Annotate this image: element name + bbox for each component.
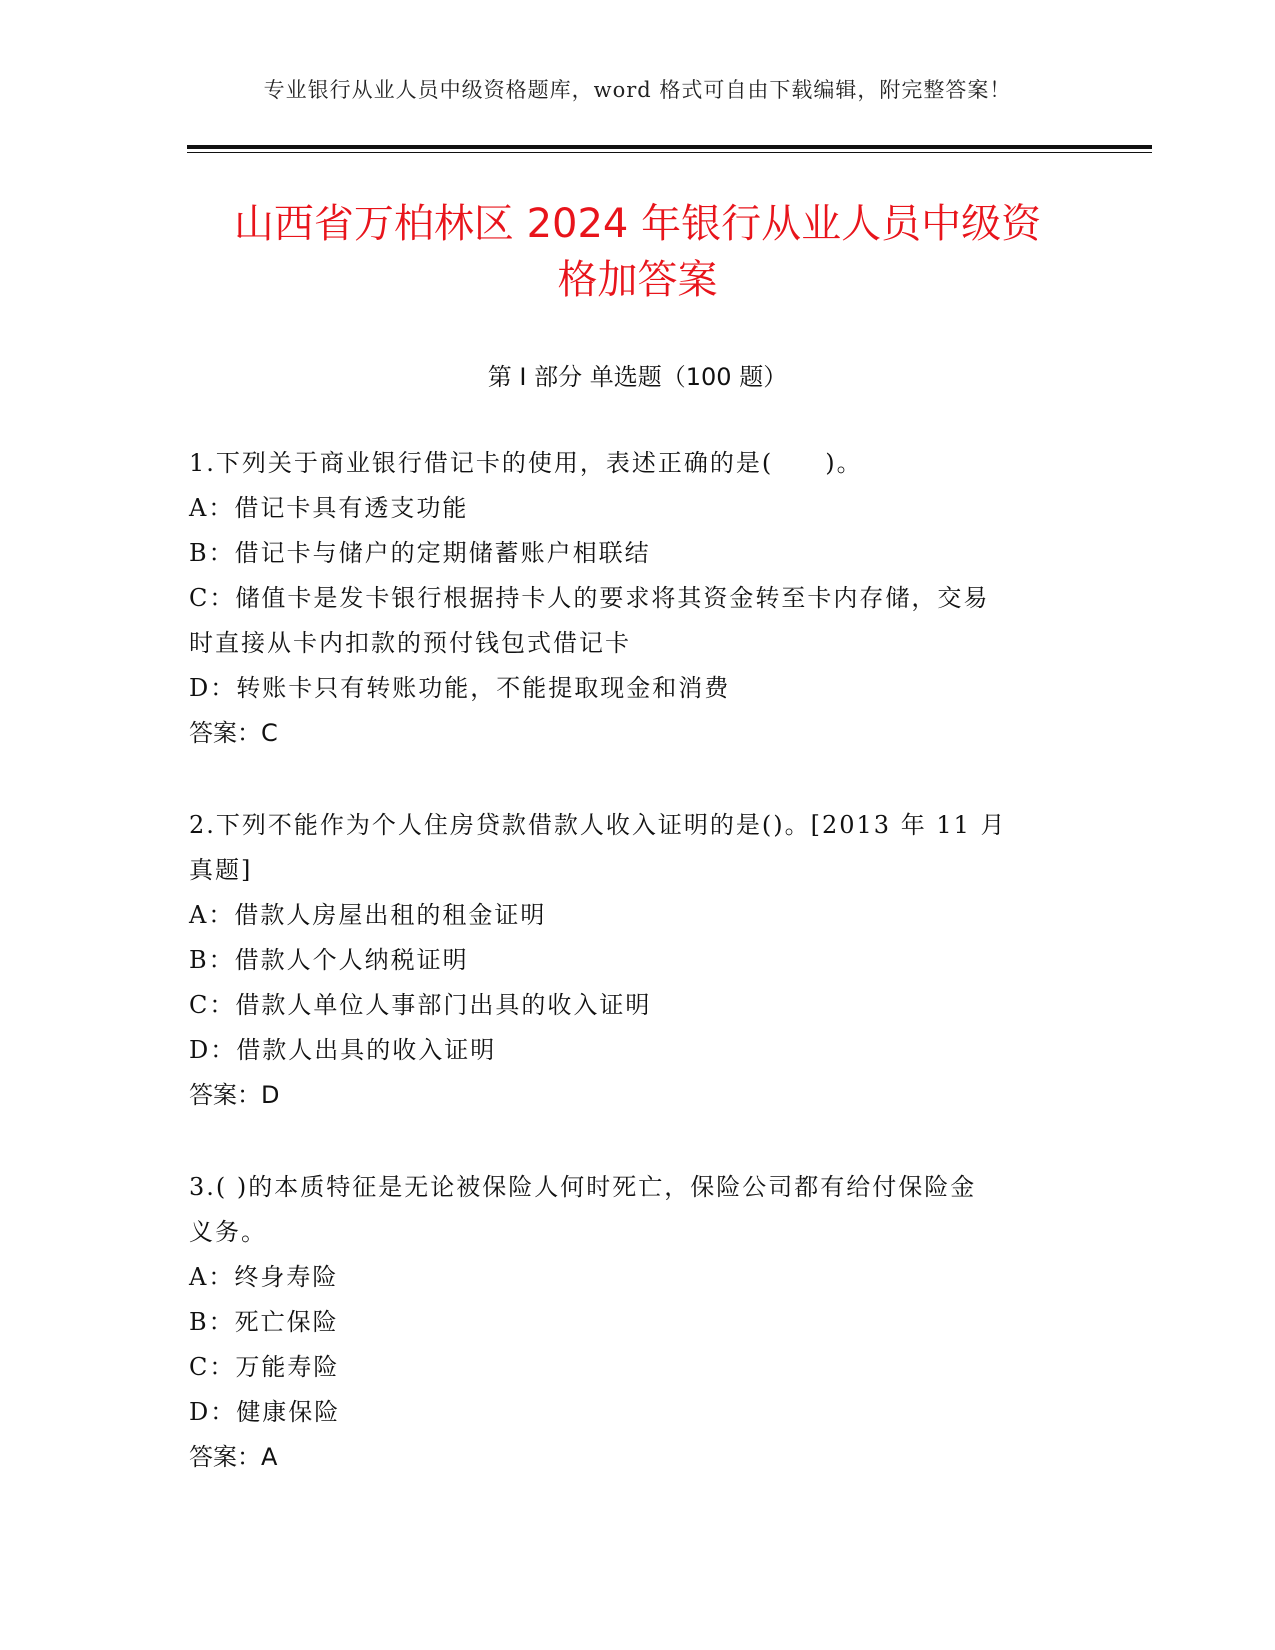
- header-note: 专业银行从业人员中级资格题库，word 格式可自由下载编辑，附完整答案！: [263, 78, 1012, 102]
- question-2-stem-continued: 真题]: [189, 856, 253, 884]
- question-1: [189, 441, 1079, 756]
- question-2-option-c: C：借款人单位人事部门出具的收入证明: [189, 991, 652, 1019]
- question-1-stem: 1.下列关于商业银行借记卡的使用，表述正确的是( )。: [189, 449, 863, 477]
- question-2-option-a: A：借款人房屋出租的租金证明: [189, 901, 547, 929]
- document-title-line-1: 山西省万柏林区 2024 年银行从业人员中级资: [233, 201, 1042, 247]
- question-1-option-b: B：借记卡与储户的定期储蓄账户相联结: [189, 539, 651, 567]
- question-3-answer: 答案：A: [189, 1443, 278, 1471]
- question-2: [189, 803, 1079, 1118]
- header-rule-thin: [187, 152, 1152, 153]
- question-3: [189, 1165, 1079, 1480]
- question-1-option-c-continued: 时直接从卡内扣款的预付钱包式借记卡: [189, 629, 631, 657]
- question-1-option-c: C：储值卡是发卡银行根据持卡人的要求将其资金转至卡内存储，交易: [189, 584, 990, 612]
- question-2-stem: 2.下列不能作为个人住房贷款借款人收入证明的是()。[2013 年 11 月: [189, 811, 1007, 839]
- question-2-answer: 答案：D: [189, 1081, 280, 1109]
- question-3-option-d: D：健康保险: [189, 1398, 341, 1426]
- section-title: 第 I 部分 单选题（100 题）: [487, 363, 788, 391]
- question-3-option-b: B：死亡保险: [189, 1308, 339, 1336]
- question-3-stem-continued: 义务。: [189, 1218, 267, 1246]
- question-3-option-a: A：终身寿险: [189, 1263, 339, 1291]
- question-1-answer: 答案：C: [189, 719, 278, 747]
- document-title: [150, 196, 1125, 308]
- question-2-option-b: B：借款人个人纳税证明: [189, 946, 469, 974]
- question-3-stem: 3.( )的本质特征是无论被保险人何时死亡，保险公司都有给付保险金: [189, 1173, 977, 1201]
- document-title-line-2: 格加答案: [557, 257, 718, 303]
- question-1-option-a: A：借记卡具有透支功能: [189, 494, 469, 522]
- question-1-option-d: D：转账卡只有转账功能，不能提取现金和消费: [189, 674, 731, 702]
- question-3-option-c: C：万能寿险: [189, 1353, 340, 1381]
- header-rule-thick: [187, 145, 1152, 149]
- question-2-option-d: D：借款人出具的收入证明: [189, 1036, 497, 1064]
